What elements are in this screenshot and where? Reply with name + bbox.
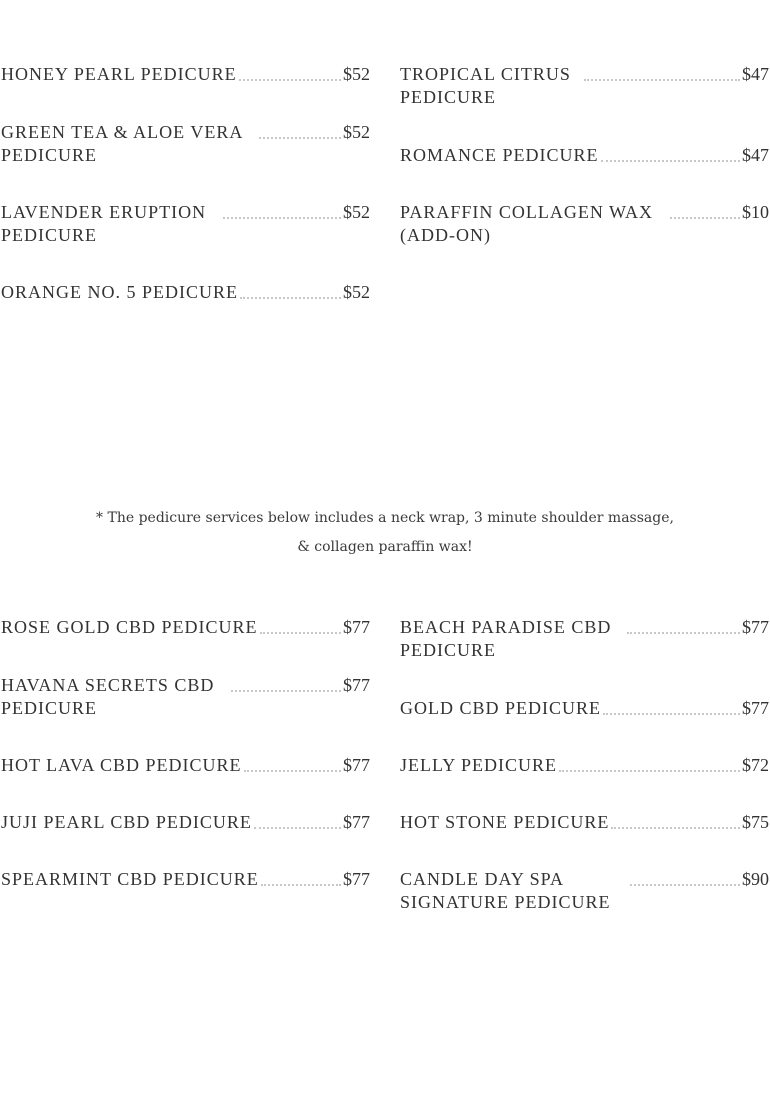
service-price: $77 — [742, 617, 769, 637]
dot-leader — [627, 632, 740, 634]
menu-item — [400, 811, 769, 834]
service-name: HAVANA SECRETS CBD PEDICURE — [1, 675, 215, 718]
dot-leader — [260, 632, 341, 634]
menu-item — [1, 281, 370, 304]
menu-item — [400, 201, 769, 247]
service-price: $77 — [343, 755, 370, 775]
dot-leader — [259, 137, 341, 139]
pedicure-note — [0, 504, 770, 562]
menu-item — [400, 754, 769, 777]
service-name: CANDLE DAY SPA SIGNATURE PEDICURE — [400, 869, 611, 912]
dot-leader — [611, 827, 740, 829]
service-price: $47 — [742, 145, 769, 165]
dot-leader — [559, 770, 740, 772]
service-name: JELLY PEDICURE — [400, 755, 558, 775]
dot-leader — [239, 79, 341, 81]
service-price: $77 — [343, 675, 370, 695]
service-name: GOLD CBD PEDICURE — [400, 698, 602, 718]
service-price: $52 — [343, 64, 370, 84]
menu-item — [1, 121, 370, 167]
service-price: $77 — [343, 812, 370, 832]
service-price: $77 — [742, 698, 769, 718]
dot-leader — [601, 160, 740, 162]
service-price: $47 — [742, 64, 769, 84]
service-name: SPEARMINT CBD PEDICURE — [1, 869, 259, 889]
service-price: $52 — [343, 282, 370, 302]
dot-leader — [603, 713, 740, 715]
menu-item — [1, 754, 370, 777]
service-price: $10 — [742, 202, 769, 222]
menu-item — [400, 616, 769, 662]
service-name: GREEN TEA & ALOE VERA PEDICURE — [1, 122, 243, 165]
menu-item — [1, 616, 370, 639]
service-name: ORANGE NO. 5 PEDICURE — [1, 282, 238, 302]
service-price: $90 — [742, 869, 769, 889]
service-name: ROSE GOLD CBD PEDICURE — [1, 617, 258, 637]
menu-item — [400, 697, 769, 720]
service-name: BEACH PARADISE CBD PEDICURE — [400, 617, 612, 660]
menu-item — [1, 868, 370, 891]
dot-leader — [670, 217, 740, 219]
service-name: PARAFFIN COLLAGEN WAX (ADD-ON) — [400, 202, 654, 245]
menu-item — [400, 868, 769, 914]
service-price: $52 — [343, 122, 370, 142]
service-name: HONEY PEARL PEDICURE — [1, 64, 237, 84]
dot-leader — [254, 827, 341, 829]
dot-leader — [584, 79, 740, 81]
menu-item — [1, 201, 370, 247]
service-price: $77 — [343, 617, 370, 637]
dot-leader — [630, 884, 740, 886]
note-line-2: & collagen paraffin wax! — [297, 539, 473, 555]
service-name: JUJI PEARL CBD PEDICURE — [1, 812, 252, 832]
service-price: $72 — [742, 755, 769, 775]
service-price: $52 — [343, 202, 370, 222]
service-price: $77 — [343, 869, 370, 889]
service-name: HOT LAVA CBD PEDICURE — [1, 755, 242, 775]
dot-leader — [261, 884, 341, 886]
service-price: $75 — [742, 812, 769, 832]
menu-item — [400, 144, 769, 167]
dot-leader — [240, 297, 341, 299]
dot-leader — [223, 217, 341, 219]
note-line-1: * The pedicure services below includes a neck wrap, 3 minute shoulder massage, — [96, 510, 674, 526]
menu-item — [1, 674, 370, 720]
menu-item — [1, 63, 370, 86]
service-name: HOT STONE PEDICURE — [400, 812, 610, 832]
menu-item — [1, 811, 370, 834]
menu-item — [400, 63, 769, 109]
service-name: LAVENDER ERUPTION PEDICURE — [1, 202, 207, 245]
service-name: ROMANCE PEDICURE — [400, 145, 599, 165]
service-name: TROPICAL CITRUS PEDICURE — [400, 64, 571, 107]
dot-leader — [244, 770, 341, 772]
dot-leader — [231, 690, 341, 692]
